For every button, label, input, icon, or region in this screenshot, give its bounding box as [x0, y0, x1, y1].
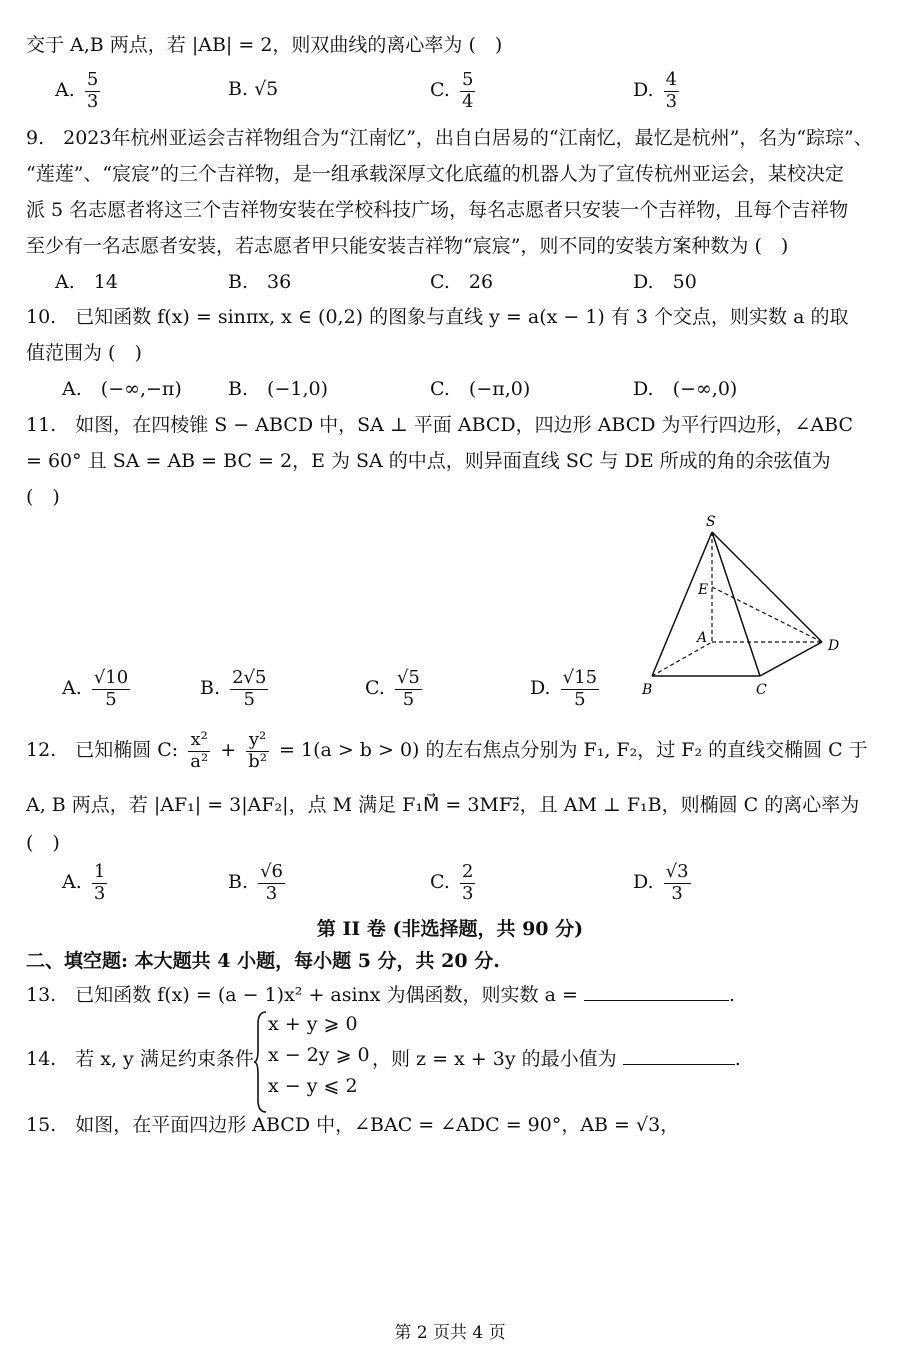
- q12-option-a: A. $\frac{1}{3}$: [62, 861, 106, 904]
- q11-option-c: C. $\frac{√5}{5}$: [365, 667, 420, 710]
- q11-line-3: ( ): [26, 486, 60, 508]
- q11-line-2: = 60° 且 SA = AB = BC = 2，E 为 SA 的中点，则异面直线 SC 与 DE 所成的角的余弦值为: [26, 450, 831, 472]
- label-b: B: [642, 682, 653, 698]
- q13-line: 13. 已知函数 f(x) = (a − 1)x² + asinx 为偶函数，则实数 a = .: [26, 984, 735, 1006]
- q12-option-b: B. $\frac{√6}{3}$: [228, 861, 283, 904]
- q10-option-c: C. (−π,0): [430, 378, 531, 400]
- q9-line-4: 至少有一名志愿者安装，若志愿者甲只能安装吉祥物“宸宸”，则不同的安装方案种数为 ( ): [26, 235, 789, 257]
- q12-line-2: A, B 两点，若 |AF₁| = 3|AF₂|，点 M 满足 F₁M⃗ = 3MF₂⃗，且 AM ⊥ F₁B，则椭圆 C 的离心率为: [26, 794, 860, 816]
- page-footer: 第 2 页共 4 页: [394, 1323, 506, 1343]
- q10-option-b: B. (−1,0): [228, 378, 328, 400]
- q9-option-a: A. 14: [55, 271, 118, 293]
- q14-prefix: 14. 若 x, y 满足约束条件: [26, 1048, 254, 1070]
- q12-option-d: D. $\frac{√3}{3}$: [633, 861, 689, 904]
- label-d: D: [828, 638, 840, 654]
- q14-constraint-1: x + y ⩾ 0: [268, 1013, 358, 1035]
- q10-line-1: 10. 已知函数 f(x) = sinπx, x ∈ (0,2) 的图象与直线 y = a(x − 1) 有 3 个交点，则实数 a 的取: [26, 306, 849, 328]
- q8-text: 交于 A,B 两点，若 |AB| = 2，则双曲线的离心率为 ( ): [26, 34, 503, 56]
- label-a: A: [697, 630, 708, 646]
- q10-option-a: A. (−∞,−π): [62, 378, 182, 400]
- q10-option-d: D. (−∞,0): [633, 378, 738, 400]
- q9-option-d: D. 50: [633, 271, 697, 293]
- q13-answer-blank[interactable]: [584, 1000, 729, 1001]
- q11-option-a: A. $\frac{√10}{5}$: [62, 667, 129, 710]
- q8-option-d: D. $\frac{4}{3}$: [633, 69, 678, 112]
- q8-option-c: C. $\frac{5}{4}$: [430, 69, 474, 112]
- label-e: E: [698, 582, 709, 598]
- section-title: 第 II 卷 (非选择题，共 90 分): [316, 918, 584, 940]
- label-s: S: [706, 514, 716, 530]
- q12-line-3: ( ): [26, 832, 60, 854]
- q12-option-c: C. $\frac{2}{3}$: [430, 861, 474, 904]
- q14-constraint-2: x − 2y ⩾ 0: [268, 1044, 370, 1066]
- q14-constraint-3: x − y ⩽ 2: [268, 1075, 358, 1097]
- q10-line-2: 值范围为 ( ): [26, 342, 142, 364]
- q9-option-b: B. 36: [228, 271, 292, 293]
- q8-option-a: A. $\frac{5}{3}$: [55, 69, 99, 112]
- q11-line-1: 11. 如图，在四棱锥 S − ABCD 中，SA ⊥ 平面 ABCD，四边形 ABCD 为平行四边形，∠ABC: [26, 414, 854, 436]
- q9-line-2: “莲莲”、“宸宸”的三个吉祥物，是一组承载深厚文化底蕴的机器人为了宣传杭州亚运会，某校决定: [26, 163, 844, 185]
- q14-answer-blank[interactable]: [623, 1064, 735, 1065]
- q15-line: 15. 如图，在平面四边形 ABCD 中，∠BAC = ∠ADC = 90°，AB = √3，: [26, 1114, 680, 1136]
- section2-heading: 二、填空题: 本大题共 4 小题，每小题 5 分，共 20 分.: [26, 950, 500, 972]
- q9-option-c: C. 26: [430, 271, 494, 293]
- pyramid-figure: [630, 512, 860, 702]
- q8-option-b: B. √5: [228, 78, 279, 100]
- q11-option-b: B. $\frac{2√5}{5}$: [200, 667, 267, 710]
- q11-option-d: D. $\frac{√15}{5}$: [530, 667, 598, 710]
- q9-line-1: 9. 2023年杭州亚运会吉祥物组合为“江南忆”，出自白居易的“江南忆，最忆是杭州”，名为“踪琮”、: [26, 127, 873, 149]
- q14-suffix: ，则 z = x + 3y 的最小值为 .: [372, 1048, 741, 1070]
- label-c: C: [756, 682, 767, 698]
- q12-line-1: 12. 已知椭圆 C: $\frac{\text{x²}}{\text{a²}}$ + $\frac{\text{y²}}{\text{b²}}$ = 1(a > b > 0) 的左右焦点分别为 F₁, F₂，过 F₂ 的直线交椭圆 C 于: [26, 729, 868, 772]
- q14-brace: [254, 1010, 268, 1114]
- q9-line-3: 派 5 名志愿者将这三个吉祥物安装在学校科技广场，每名志愿者只安装一个吉祥物，且每个吉祥物: [26, 199, 849, 221]
